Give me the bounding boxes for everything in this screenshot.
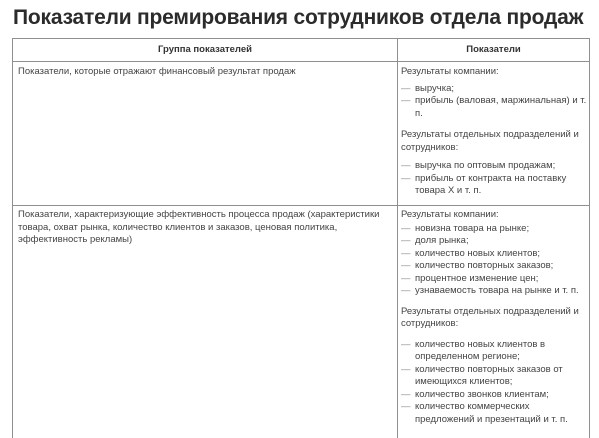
header-group: Группа показателей (158, 44, 252, 55)
row2-group: Показатели, характеризующие эффективность процесса продаж (характеристики товара, охват рынка, количество клиентов и заказов, ценовая политика, эффективность рекламы) (18, 209, 380, 245)
list-item: — количество повторных заказов; (401, 260, 554, 271)
indicators-table (12, 38, 590, 438)
row2-block1-heading: Результаты компании: (401, 209, 499, 220)
row2-block1-list (401, 223, 587, 298)
row1-block1-list (401, 83, 587, 121)
list-item: — узнаваемость товара на рынке и т. п. (401, 285, 579, 296)
row1-block2-list (401, 160, 587, 198)
row-divider (13, 205, 589, 206)
list-item: — количество повторных заказов от имеющихся клиентов; (401, 363, 563, 387)
list-item: — доля рынка; (401, 235, 469, 246)
list-item: — прибыль (валовая, маржинальная) и т. п. (401, 95, 587, 119)
row2-block2-list (401, 339, 587, 427)
row2-indicators (401, 209, 587, 435)
row1-block1-heading: Результаты компании: (401, 66, 499, 77)
header-indicators: Показатели (466, 44, 521, 55)
list-item: — новизна товара на рынке; (401, 222, 530, 234)
list-item: — количество новых клиентов в определенном регионе; (401, 338, 546, 362)
row1-indicators (401, 66, 587, 207)
list-item: — выручка; (401, 82, 455, 94)
list-item: — процентное изменение цен; (401, 272, 539, 284)
row1-group: Показатели, которые отражают финансовый результат продаж (18, 66, 296, 77)
list-item: — прибыль от контракта на поставку товара Х и т. п. (401, 172, 567, 196)
list-item: — количество коммерческих предложений и презентаций и т. п. (401, 401, 568, 425)
list-item: — количество новых клиентов; (401, 247, 541, 259)
column-divider (397, 39, 398, 438)
list-item: — выручка по оптовым продажам; (401, 160, 556, 171)
list-item: — количество звонков клиентам; (401, 388, 549, 400)
row2-block2-heading: Результаты отдельных подразделений и сотрудников: (401, 305, 579, 329)
row1-block2-heading: Результаты отдельных подразделений и сотрудников: (401, 129, 579, 153)
header-divider (13, 61, 589, 62)
page-title: Показатели премирования сотрудников отдела продаж (13, 6, 584, 29)
